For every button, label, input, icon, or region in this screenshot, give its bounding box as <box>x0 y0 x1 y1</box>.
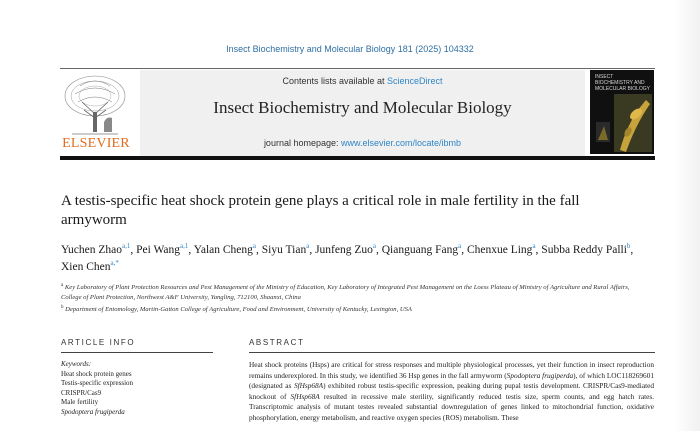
keyword: Testis-specific expression <box>61 379 134 387</box>
header-bottom-rule <box>60 156 655 160</box>
abstract-segment: Heat shock proteins (Hsps) are critical for stress responses and multiple physiological processes, yet their function in insect reproduction remains underexplored. In this study, we identified 36 Hsp genes in the fall armyworm ( <box>249 360 654 380</box>
abstract-text <box>249 360 654 424</box>
author-affiliation-mark[interactable]: a <box>458 242 462 251</box>
author-name[interactable]: Siyu Tian <box>261 244 307 256</box>
author[interactable] <box>467 244 536 256</box>
author-affiliation-mark[interactable]: a <box>306 242 310 251</box>
gene-name: SfHsp68A <box>293 381 324 391</box>
author[interactable] <box>136 244 188 256</box>
affiliation <box>61 281 651 303</box>
author-name[interactable]: Pei Wang <box>136 244 181 256</box>
cover-insect-image <box>590 70 654 154</box>
journal-citation[interactable]: Insect Biochemistry and Molecular Biology 181 (2025) 104332 <box>226 44 474 54</box>
author-separator: , <box>630 244 634 256</box>
journal-title: Insect Biochemistry and Molecular Biology <box>213 98 512 117</box>
affiliations <box>61 281 651 315</box>
author[interactable] <box>541 244 630 256</box>
page-edge-shadow <box>674 0 700 431</box>
author[interactable] <box>262 244 310 256</box>
keywords-label: Keywords: <box>61 360 92 368</box>
author-name[interactable]: Subba Reddy Palli <box>541 244 627 256</box>
abstract-segment: ) exhibited robust testis-specific expression, peaking during pupal testis development. CRISPR/Cas9-mediated knockout of <box>249 381 654 401</box>
author-affiliation-mark[interactable]: a,1 <box>122 242 131 251</box>
header-top-rule <box>60 68 655 69</box>
author-list <box>61 242 641 276</box>
author[interactable] <box>315 244 376 256</box>
homepage-link[interactable]: www.elsevier.com/locate/ibmb <box>341 138 462 148</box>
author-separator: , <box>309 244 316 256</box>
author[interactable] <box>382 244 461 256</box>
author[interactable] <box>194 244 256 256</box>
journal-cover-image[interactable] <box>590 70 654 154</box>
affiliation-mark: a <box>61 283 64 288</box>
keyword: CRISPR/Cas9 <box>61 388 102 397</box>
author-separator: , <box>130 244 137 256</box>
affiliation-mark: b <box>61 305 64 311</box>
abstract-paragraph <box>249 360 654 424</box>
article-title: A testis-specific heat shock protein gene plays a critical role in male fertility in the fall armyworm <box>61 193 580 228</box>
author-separator: , <box>376 244 382 256</box>
author-affiliation-mark[interactable]: a,* <box>110 259 119 268</box>
author-separator: , <box>256 244 262 256</box>
author-name[interactable]: Junfeng Zuo <box>315 244 373 256</box>
cover-title: INSECT BIOCHEMISTRY AND MOLECULAR BIOLOGY <box>595 74 651 92</box>
author-affiliation-mark[interactable]: a,1 <box>180 242 189 251</box>
elsevier-wordmark[interactable]: ELSEVIER <box>62 136 130 151</box>
contents-prefix: Contents lists available at <box>282 76 388 86</box>
author-separator: , <box>188 244 194 256</box>
author[interactable] <box>61 261 119 273</box>
affiliation <box>61 303 651 315</box>
author-separator: , <box>461 244 467 256</box>
affiliation-text: Key Laboratory of Plant Protection Resources and Pest Management of the Ministry of Education, Key Laboratory of Integrated Pest Management on the Loess Plateau of Ministry of Agriculture and Rural Affairs, College of Plant Protection, Northwest A&F University, Yangling, 712100, Shaanxi, China <box>61 284 630 302</box>
abstract-segment: resulted in recessive male sterility, significantly reduced testis size, sperm counts, and egg hatch rates. Transcriptomic analysis of mutant testes revealed substantial downregulation of genes linked to mitochondrial function, oxidative phosphorylation, energy metabolism, and reactive oxygen species (ROS) metabolism. These <box>249 391 654 422</box>
keyword: Spodoptera frugiperda <box>61 407 125 416</box>
author-name[interactable]: Chenxue Ling <box>466 244 533 256</box>
homepage-prefix: journal homepage: <box>263 138 341 148</box>
author[interactable] <box>61 244 130 256</box>
author-name[interactable]: Qianguang Fang <box>381 244 459 256</box>
abstract-segment: ), of which LOC118269601 (designated as <box>249 370 655 391</box>
keyword: Heat shock protein genes <box>61 369 132 378</box>
author-name[interactable]: Yuchen Zhao <box>61 244 122 256</box>
abstract-heading: ABSTRACT <box>249 338 305 347</box>
author-affiliation-mark[interactable]: a <box>252 242 257 251</box>
author-separator: , <box>535 244 542 256</box>
sciencedirect-link[interactable]: ScienceDirect <box>387 76 443 86</box>
author-name[interactable]: Xien Chen <box>61 261 111 273</box>
author-affiliation-mark[interactable]: a <box>532 242 536 251</box>
affiliation-text: Department of Entomology, Martin-Gatton College of Agriculture, Food and Environment, University of Kentucky, Lexington, USA <box>65 306 412 314</box>
article-info-heading: ARTICLE INFO <box>61 338 136 347</box>
journal-homepage <box>140 138 585 148</box>
author-affiliation-mark[interactable]: b <box>626 242 631 251</box>
keywords-block <box>61 360 211 417</box>
gene-name: SfHsp68A <box>290 391 320 401</box>
species-name: Spodoptera frugiperda <box>506 370 574 380</box>
article-info-rule <box>61 352 213 353</box>
author-name[interactable]: Yalan Cheng <box>193 244 253 256</box>
contents-availability <box>140 76 585 86</box>
author-affiliation-mark[interactable]: a <box>372 242 376 251</box>
abstract-rule <box>249 352 655 353</box>
keyword: Male fertility <box>61 398 99 406</box>
